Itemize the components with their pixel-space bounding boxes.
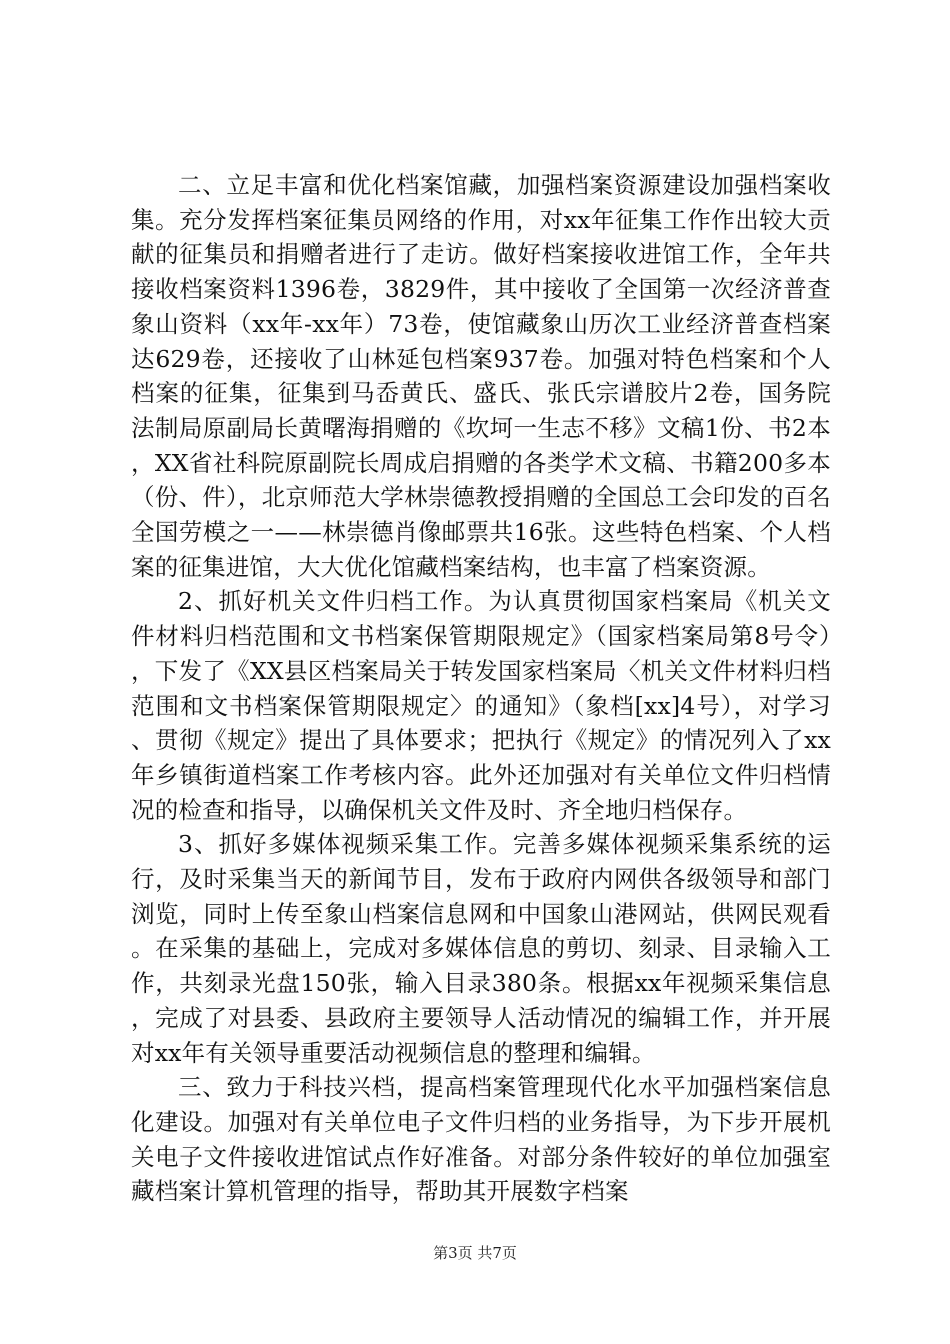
paragraph-informatization: 三、致力于科技兴档，提高档案管理现代化水平加强档案信息化建设。加强对有关单位电子文件归档的业务指导，为下步开展机关电子文件接收进馆试点作好准备。对部分条件较好的单位加强室藏档案计算机管理的指导，帮助其开展数字档案 bbox=[131, 1073, 831, 1206]
document-body bbox=[131, 168, 831, 1209]
page-number-footer: 第3页 共7页 bbox=[433, 1244, 517, 1262]
paragraph-archive-collection: 二、立足丰富和优化档案馆藏，加强档案资源建设加强档案收集。充分发挥档案征集员网络的作用，对xx年征集工作作出较大贡献的征集员和捐赠者进行了走访。做好档案接收进馆工作，全年共接收档案资料1396卷，3829件，其中接收了全国第一次经济普查象山资料（xx年-xx年）73卷，使馆藏象山历次工业经济普查档案达629卷，还接收了山林延包档案937卷。加强对特色档案和个人档案的征集，征集到马岙黄氏、盛氏、张氏宗谱胶片2卷，国务院法制局原副局长黄曙海捐赠的《坎坷一生志不移》文稿1份、书2本，XX省社科院原副院长周成启捐赠的各类学术文稿、书籍200多本（份、件），北京师范大学林崇德教授捐赠的全国总工会印发的百名全国劳模之一——林崇德肖像邮票共16张。这些特色档案、个人档案的征集进馆，大大优化馆藏档案结构，也丰富了档案资源。 bbox=[131, 171, 831, 581]
paragraph-video-collection: 3、抓好多媒体视频采集工作。完善多媒体视频采集系统的运行，及时采集当天的新闻节目，发布于政府内网供各级领导和部门浏览，同时上传至象山档案信息网和中国象山港网站，供网民观看。在采集的基础上，完成对多媒体信息的剪切、刻录、目录输入工作，共刻录光盘150张，输入目录380条。根据xx年视频采集信息，完成了对县委、县政府主要领导人活动情况的编辑工作，并开展对xx年有关领导重要活动视频信息的整理和编辑。 bbox=[131, 830, 831, 1067]
paragraph-document-filing: 2、抓好机关文件归档工作。为认真贯彻国家档案局《机关文件材料归档范围和文书档案保管期限规定》（国家档案局第8号令），下发了《XX县区档案局关于转发国家档案局〈机关文件材料归档范围和文书档案保管期限规定〉的通知》（象档[xx]4号），对学习、贯彻《规定》提出了具体要求；把执行《规定》的情况列入了xx年乡镇街道档案工作考核内容。此外还加强对有关单位文件归档情况的检查和指导，以确保机关文件及时、齐全地归档保存。 bbox=[131, 587, 831, 824]
